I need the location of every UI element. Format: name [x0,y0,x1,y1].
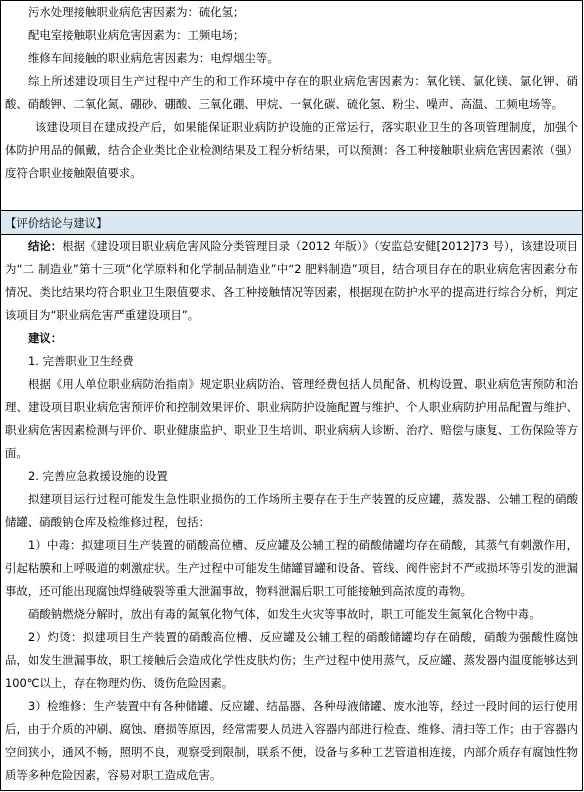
wastewater-line: 污水处理接触职业病危害因素为：硫化氢； [28,5,245,19]
item1-title: 1. 完善职业卫生经费 [28,354,134,368]
power-room-line: 配电室接触职业病危害因素为：工频电场； [28,28,245,42]
poisoning-paragraph: 1）中毒：拟建项目生产装置的硝酸高位槽、反应罐及公辅工程的硝酸储罐均存在硝酸，其蒸气有刺激作用，引起粘膜和上呼吸道的刺激症状。生产过程中可能发生储罐冒罐和设备、管线、阀件密封不严或损坏等引发的泄漏事故，还可能出现腐蚀焊缝破裂等重大泄漏事故，物料泄漏后职工可能接触到高浓度的毒物。 [5,538,578,598]
burn-paragraph: 2）灼烫：拟建项目生产装置的硝酸高位槽、反应罐及公辅工程的硝酸储罐均存在硝酸，硝酸为强酸性腐蚀品，如发生泄漏事故，职工接触后会造成化学性皮肤灼伤；生产过程中使用蒸气，反应罐、蒸发器内温度能够达到100℃以上，存在物理灼伤、烫伤危险因素。 [5,630,578,690]
item1-text: 根据《用人单位职业病防治指南》规定职业病防治、管理经费包括人员配备、机构设置、职业病危害预防和治理、建设项目职业病危害预评价和控制效果评价、职业病防护设施配置与维护、个人职业病防护用品配置与维护、职业病危害因素检测与评价、职业健康监护、职业卫生培训、职业病病人诊断、治疗、赔偿与康复、工伤保险等方面。 [5,377,578,460]
sodium-nitrate-paragraph: 硝酸钠燃烧分解时，放出有毒的氮氧化物气体，如发生火灾等事故时，职工可能发生氮氧化合物中毒。 [28,607,541,621]
prediction-paragraph: 该建设项目在建成投产后，如果能保证职业病防护设施的正常运行，落实职业卫生的各项管理制度，加强个体防护用品的佩戴，结合企业类比企业检测结果及工程分析结果，可以预测：各工种接触职业病危害因素浓（强）度符合职业接触限值要求。 [5,120,578,180]
conclusion-paragraph [5,235,578,327]
section-header-text: 【评价结论与建议】 [5,216,108,230]
summary-paragraph: 综上所述建设项目生产过程中产生的和工作环境中存在的职业病危害因素为：氧化镁、氯化镁、氯化钾、硝酸、硝酸钾、二氧化氮、硼砂、硼酸、三氧化硼、甲烷、一氧化碳、硫化氢、粉尘、噪声、高温、工频电场等。 [5,74,578,111]
conclusion-cell [1,235,582,790]
conclusion-text: 根据《建设项目职业病危害风险分类管理目录（2012 年版）》（安监总安健[2012]73 号），该建设项目为“二 制造业”第十三项“化学原料和化学制品制造业”中“2 肥料制造”项目，结合项目存在的职业病危害因素分布情况、类比结果均符合职业卫生限值要求、各工种接触情况等因素，根据现在防护水平的提高进行综合分析，判定该项目为“职业病危害严重建设项目”。 [5,239,578,322]
item2-intro: 拟建项目运行过程可能发生急性职业损伤的工作场所主要存在于生产装置的反应罐，蒸发器、公辅工程的硝酸储罐、硝酸钠仓库及检维修过程，包括： [5,492,578,529]
conclusion-label: 结论： [28,239,63,253]
advice-label: 建议： [28,331,63,345]
maintenance-paragraph: 3）检维修：生产装置中有各种储罐、反应罐、结晶器、各种母液储罐、废水池等，经过一段时间的运行使用后，由于介质的冲刷、腐蚀、磨损等原因，经常需要人员进入容器内部进行检查、维修、清扫等工作；由于容器内空间狭小，通风不畅，照明不良，观察受到限制，联系不便，设备与多种工艺管道相连接，内部介质存有腐蚀性物质等多种危险因素，容易对职工造成危害。 [5,699,578,782]
section-header [1,210,582,235]
hazard-factors-cell [1,1,582,210]
repair-shop-line: 维修车间接触的职业病危害因素为：电焊烟尘等。 [28,51,279,65]
advice-heading [5,327,578,350]
item2-title: 2. 完善应急救援设施的设置 [28,469,168,483]
